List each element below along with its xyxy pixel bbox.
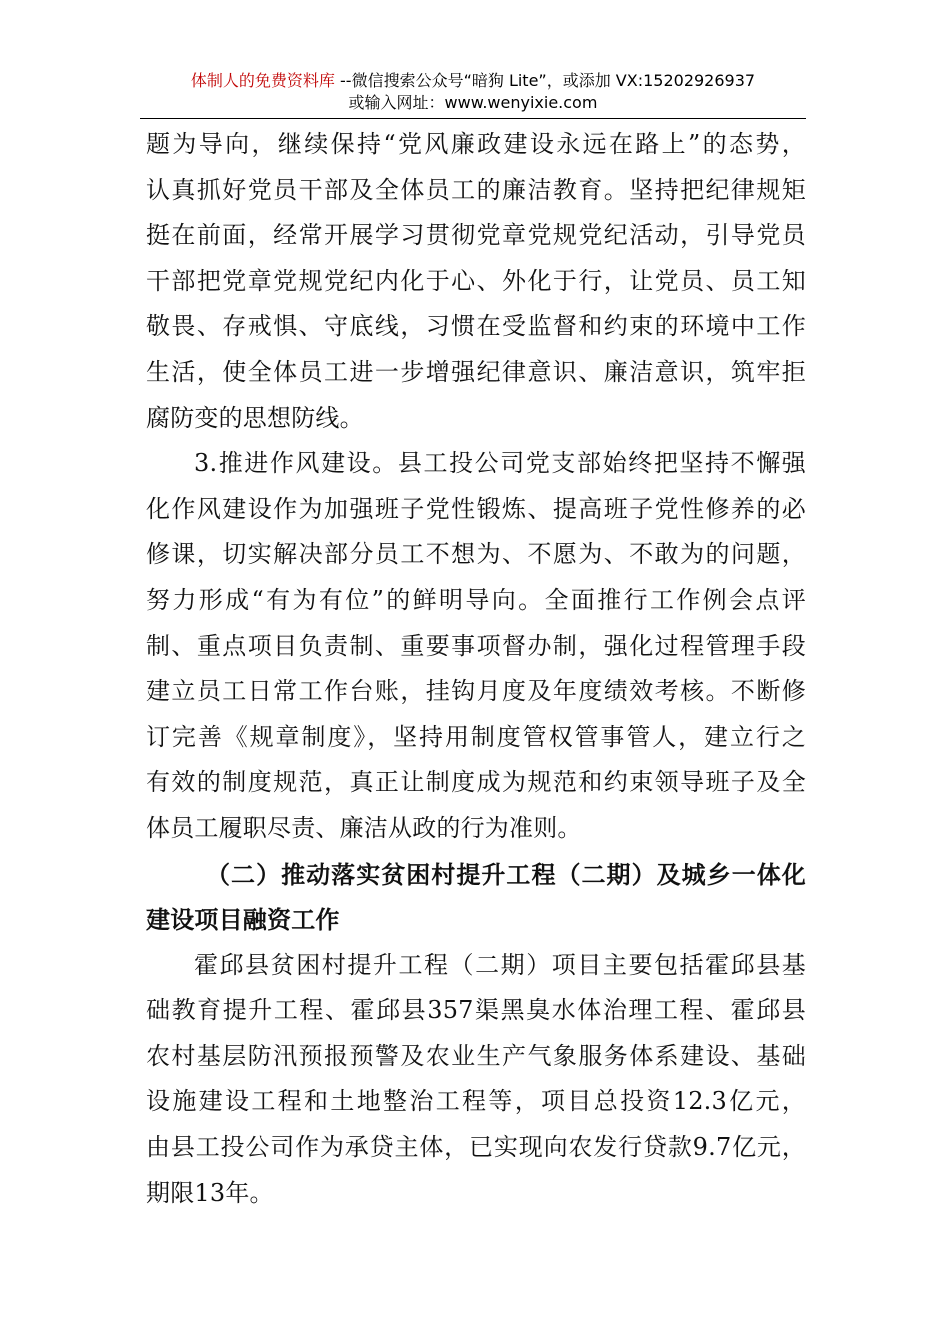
header-contact: --微信搜索公众号“暗狗 Lite”，或添加 VX:15202926937 — [334, 71, 756, 90]
text-line: 努力形成“有为有位”的鲜明导向。全面推行工作例会点评 — [146, 585, 806, 614]
text-line: 题为导向，继续保持“党风廉政建设永远在路上”的态势， — [146, 130, 806, 158]
paragraph-heading-line: 3.推进作风建设。县工投公司党支部始终把坚持不懈强 — [194, 449, 806, 478]
text-line: 制、重点项目负责制、重要事项督办制，强化过程管理手段 — [146, 631, 806, 660]
header-divider — [140, 118, 806, 119]
text-line: 修课，切实解决部分员工不想为、不愿为、不敢为的问题， — [146, 540, 806, 569]
header-brand: 体制人的免费资料库 — [190, 71, 335, 90]
text-line: 挺在前面，经常开展学习贯彻党章党规党纪活动，引导党员 — [146, 221, 806, 250]
header-line-2: 或输入网址：www.wenyixie.com — [348, 93, 598, 112]
text-line: 化作风建设作为加强班子党性锻炼、提高班子党性修养的必 — [146, 494, 806, 523]
header-line-1 — [140, 70, 806, 92]
text-line: 农村基层防汛预报预警及农业生产气象服务体系建设、基础 — [146, 1041, 806, 1070]
text-line: 敬畏、存戒惧、守底线，习惯在受监督和约束的环境中工作 — [146, 312, 806, 341]
text-line: 由县工投公司作为承贷主体，已实现向农发行贷款9.7亿元， — [146, 1133, 806, 1162]
text-line: 霍邱县贫困村提升工程（二期）项目主要包括霍邱县基 — [194, 950, 806, 979]
text-line: 期限13年。 — [146, 1178, 274, 1207]
text-line: 腐防变的思想防线。 — [146, 403, 364, 432]
text-line: 认真抓好党员干部及全体员工的廉洁教育。坚持把纪律规矩 — [146, 175, 806, 204]
text-line: 设施建设工程和土地整治工程等，项目总投资12.3亿元， — [146, 1087, 806, 1116]
text-line: 体员工履职尽责、廉洁从政的行为准则。 — [146, 813, 582, 842]
text-line: 生活，使全体员工进一步增强纪律意识、廉洁意识，筑牢拒 — [146, 357, 806, 386]
text-line: 订完善《规章制度》，坚持用制度管权管事管人，建立行之 — [146, 722, 806, 751]
text-line: 础教育提升工程、霍邱县357渠黑臭水体治理工程、霍邱县 — [146, 996, 806, 1025]
document-body — [146, 122, 806, 1216]
text-line: 建立员工日常工作台账，挂钩月度及年度绩效考核。不断修 — [146, 677, 806, 706]
page-header — [140, 70, 806, 114]
text-line: 有效的制度规范，真正让制度成为规范和约束领导班子及全 — [146, 768, 806, 797]
text-line: 干部把党章党规党纪内化于心、外化于行，让党员、员工知 — [146, 266, 806, 295]
section-heading: （二）推动落实贫困村提升工程（二期）及城乡一体化 — [206, 859, 806, 889]
section-heading-continued: 建设项目融资工作 — [146, 905, 340, 935]
